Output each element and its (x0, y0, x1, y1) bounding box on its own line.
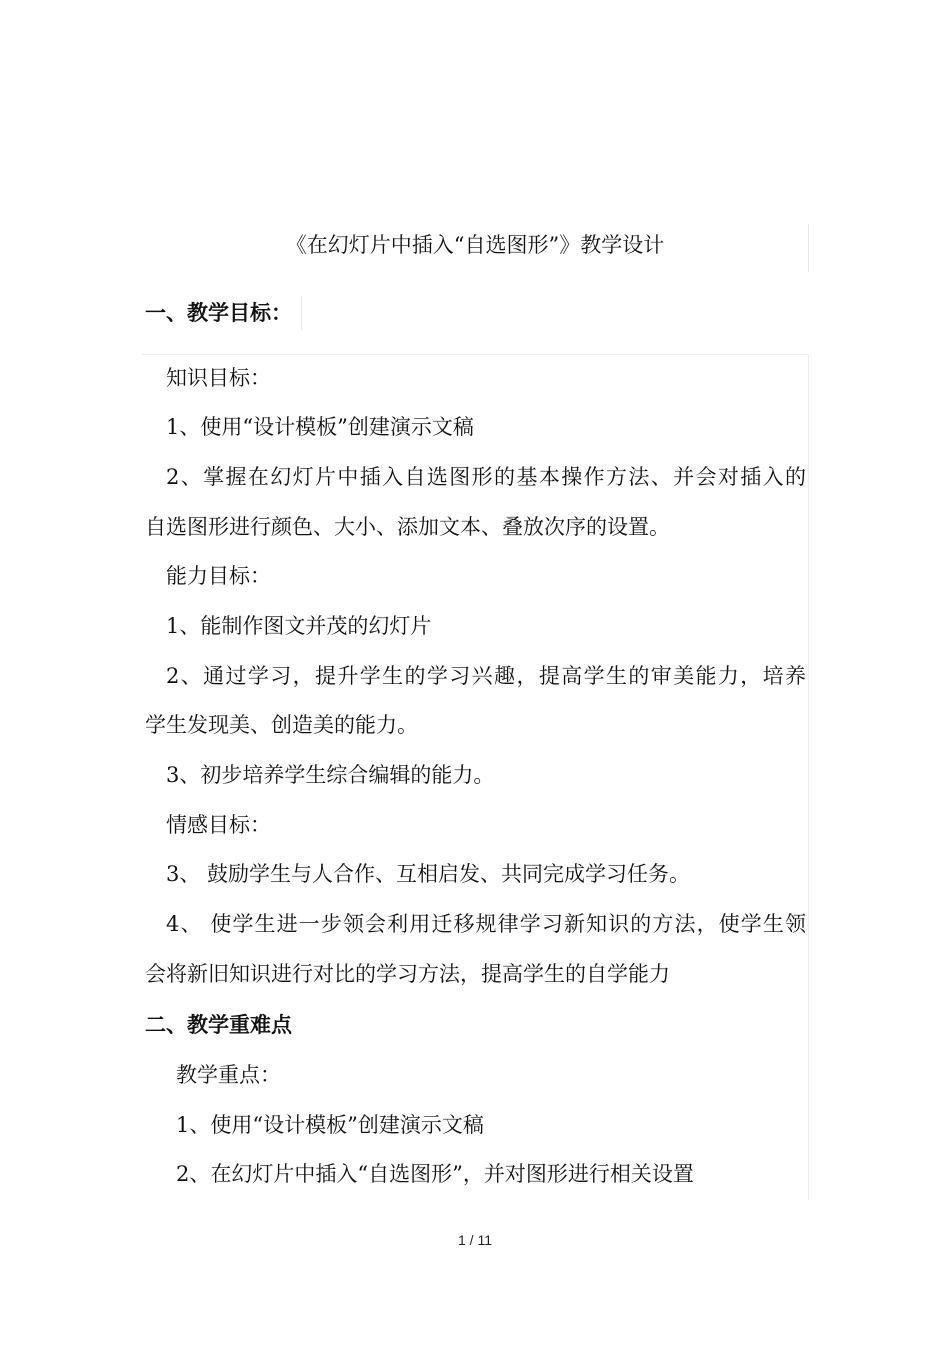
section-heading-key-points: 二、教学重难点 (145, 1013, 292, 1037)
emotion-item-3: 3、 鼓励学生与人合作、互相启发、共同完成学习任务。 (166, 862, 691, 886)
emotion-objectives-label: 情感目标： (166, 813, 271, 837)
page-number: 1 / 11 (458, 1232, 492, 1248)
knowledge-item-2-line-2: 自选图形进行颜色、大小、添加文本、叠放次序的设置。 (145, 515, 670, 539)
title-divider (808, 224, 809, 272)
heading-divider (301, 296, 302, 330)
content-frame-right (808, 354, 809, 1200)
knowledge-item-1: 1、使用“设计模板”创建演示文稿 (166, 415, 474, 439)
ability-item-3: 3、初步培养学生综合编辑的能力。 (166, 763, 495, 787)
key-points-label: 教学重点： (176, 1063, 281, 1087)
ability-item-1: 1、能制作图文并茂的幻灯片 (166, 614, 432, 638)
emotion-item-4-line-2: 会将新旧知识进行对比的学习方法，提高学生的自学能力 (145, 962, 670, 986)
key-point-item-1: 1、使用“设计模板”创建演示文稿 (176, 1113, 484, 1137)
ability-item-2-line-1: 2、通过学习，提升学生的学习兴趣，提高学生的审美能力，培养 (166, 664, 806, 688)
key-point-item-2: 2、在幻灯片中插入“自选图形”，并对图形进行相关设置 (176, 1162, 694, 1186)
knowledge-item-2-line-1: 2、掌握在幻灯片中插入自选图形的基本操作方法、并会对插入的 (166, 465, 806, 489)
ability-objectives-label: 能力目标： (166, 564, 271, 588)
document-title: 《在幻灯片中插入“自选图形”》教学设计 (285, 233, 665, 257)
ability-item-2-line-2: 学生发现美、创造美的能力。 (145, 713, 418, 737)
content-frame-top (142, 354, 809, 355)
section-heading-objectives: 一、教学目标： (145, 301, 292, 325)
emotion-item-4-line-1: 4、 使学生进一步领会利用迁移规律学习新知识的方法，使学生领 (166, 912, 806, 936)
knowledge-objectives-label: 知识目标： (166, 366, 271, 390)
